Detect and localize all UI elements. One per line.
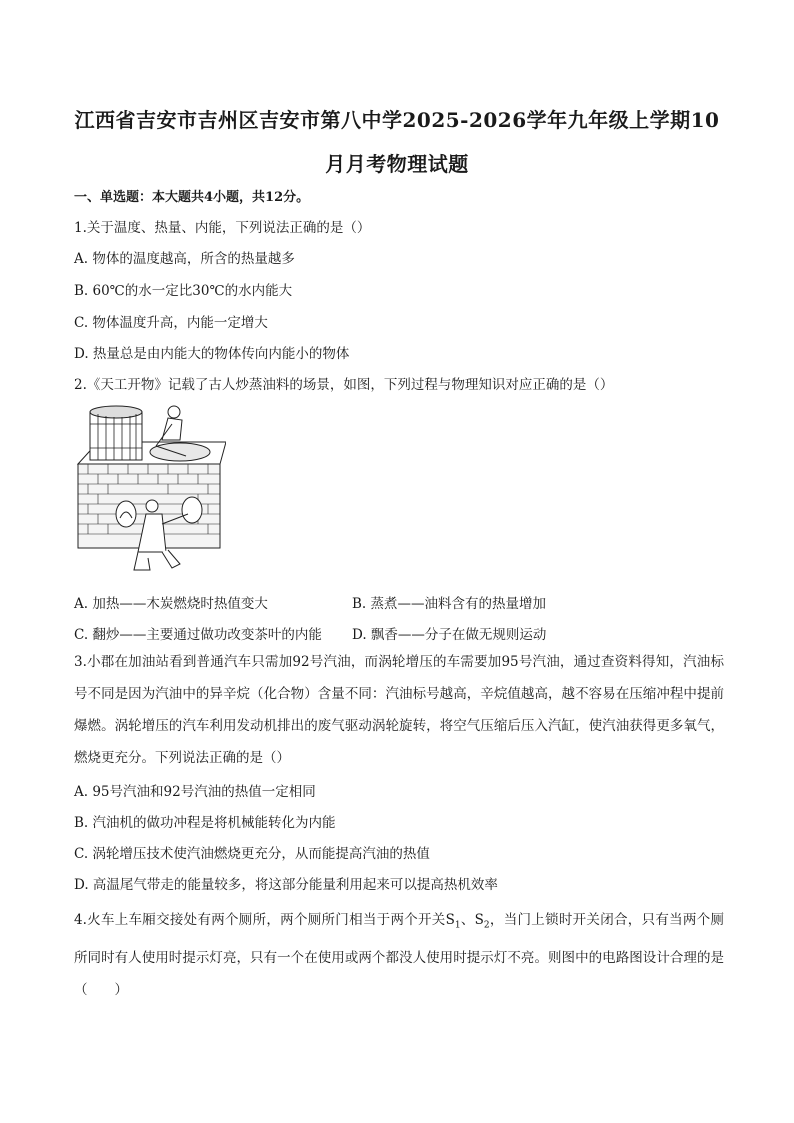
exam-title-line1: 江西省吉安市吉州区吉安市第八中学2025-2026学年九年级上学期10 <box>74 108 720 132</box>
exam-title-line2: 月月考物理试题 <box>325 152 469 176</box>
q2-option-b: B. 蒸煮——油料含有的热量增加 <box>352 596 547 612</box>
q3-option-a: A. 95号汽油和92号汽油的热值一定相同 <box>74 784 316 800</box>
q2-stem: 2.《天工开物》记载了古人炒蒸油料的场景，如图，下列过程与物理知识对应正确的是（） <box>74 377 614 393</box>
q1-option-a: A. 物体的温度越高，所含的热量越多 <box>74 251 295 267</box>
ancient-oil-steaming-illustration <box>76 402 226 580</box>
q1-option-d: D. 热量总是由内能大的物体传向内能小的物体 <box>74 346 350 362</box>
q3-stem: 3.小郡在加油站看到普通汽车只需加92号汽油，而涡轮增压的车需要加95号汽油，通过查资料得知，汽油标号不同是因为汽油中的异辛烷（化合物）含量不同：汽油标号越高，辛烷值越高，越不容易在压缩冲程中提前爆燃。涡轮增压的汽车利用发动机排出的废气驱动涡轮旋转，将空气压缩后压入汽缸，使汽油获得更多氧气，燃烧更充分。下列说法正确的是（） <box>74 654 724 766</box>
q4-stem-part1: 4.火车上车厢交接处有两个厕所，两个厕所门相当于两个开关S <box>74 912 455 928</box>
q1-option-c: C. 物体温度升高，内能一定增大 <box>74 315 268 331</box>
q3-option-d: D. 高温尾气带走的能量较多，将这部分能量利用起来可以提高热机效率 <box>74 877 498 893</box>
q1-stem: 1.关于温度、热量、内能，下列说法正确的是（） <box>74 220 371 236</box>
section-heading: 一、单选题：本大题共4小题，共12分。 <box>74 190 310 205</box>
q4-separator: 、S <box>460 912 484 928</box>
q3-option-b: B. 汽油机的做功冲程是将机械能转化为内能 <box>74 815 336 831</box>
q2-option-d: D. 飘香——分子在做无规则运动 <box>352 627 547 643</box>
q4-stem-part2: ，当门上锁时开关闭合，只有当两个厕所同时有人使用时提示灯亮，只有一个在使用或两个都没人使用时提示灯不亮。则图中的电路图设计合理的是（ ） <box>74 912 724 998</box>
q4-switch2-subscript: 2 <box>483 920 490 931</box>
q1-option-b: B. 60℃的水一定比30℃的水内能大 <box>74 283 293 299</box>
q2-option-c: C. 翻炒——主要通过做功改变茶叶的内能 <box>74 627 322 643</box>
q2-option-a: A. 加热——木炭燃烧时热值变大 <box>74 596 268 612</box>
q4-switch1-subscript: 1 <box>454 920 461 931</box>
q4-stem <box>74 904 724 1006</box>
q3-option-c: C. 涡轮增压技术使汽油燃烧更充分，从而能提高汽油的热值 <box>74 846 430 862</box>
